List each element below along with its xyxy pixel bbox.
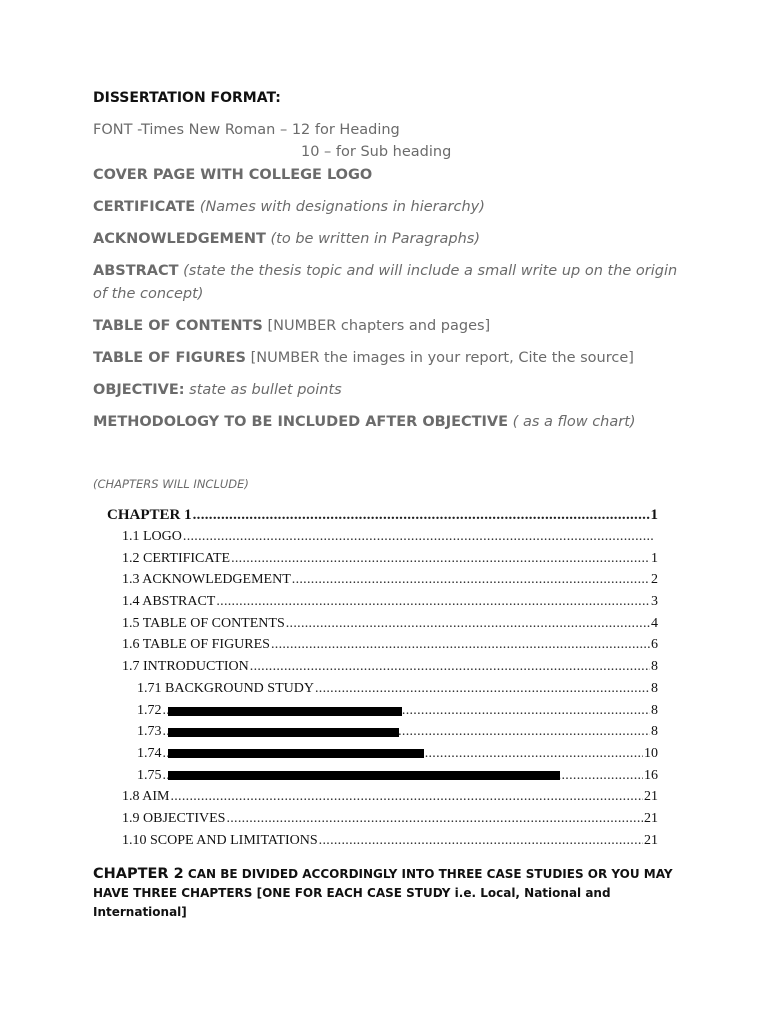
item-abstract-cont: of the concept) xyxy=(93,286,204,302)
toc-row: 1.9 OBJECTIVES ..... 21 xyxy=(122,811,658,827)
font-spec-line2: 10 – for Sub heading xyxy=(301,144,452,160)
item-cover-page: COVER PAGE WITH COLLEGE LOGO xyxy=(93,167,373,183)
toc-row: 1.74 ..... 10 xyxy=(137,746,658,762)
redaction-bar xyxy=(168,728,399,737)
toc-row: 1.2 CERTIFICATE ..... 1 xyxy=(122,551,658,567)
item-table-of-figures: TABLE OF FIGURES [NUMBER the images in your report, Cite the source] xyxy=(93,350,634,366)
toc-row: 1.71 BACKGROUND STUDY ..... 8 xyxy=(137,681,658,697)
item-abstract: ABSTRACT (state the thesis topic and will include a small write up on the origin xyxy=(93,263,678,279)
toc-row: 1.6 TABLE OF FIGURES ..... 6 xyxy=(122,637,658,653)
document-title: DISSERTATION FORMAT: xyxy=(93,90,281,106)
toc-row: 1.75 ..... 16 xyxy=(137,768,658,784)
toc-row: 1.1 LOGO ..... xyxy=(122,529,654,545)
item-certificate: CERTIFICATE (Names with designations in hierarchy) xyxy=(93,199,485,215)
redaction-bar xyxy=(168,707,402,716)
toc-row: 1.5 TABLE OF CONTENTS ..... 4 xyxy=(122,616,658,632)
item-objective: OBJECTIVE: state as bullet points xyxy=(93,382,342,398)
item-methodology: METHODOLOGY TO BE INCLUDED AFTER OBJECTIVE ( as a flow chart) xyxy=(93,414,636,430)
toc-row: 1.8 AIM ..... 21 xyxy=(122,789,658,805)
toc-row: 1.7 INTRODUCTION ..... 8 xyxy=(122,659,658,675)
chapters-note: (CHAPTERS WILL INCLUDE) xyxy=(93,477,249,491)
toc-row: 1.72 ..... 8 xyxy=(137,703,658,719)
toc-row: 1.10 SCOPE AND LIMITATIONS ..... 21 xyxy=(122,833,658,849)
font-spec-line1: FONT -Times New Roman – 12 for Heading xyxy=(93,122,400,138)
toc-row: 1.73 ..... 8 xyxy=(137,724,658,740)
toc-row: 1.4 ABSTRACT ..... 3 xyxy=(122,594,658,610)
chapter2-paragraph: CHAPTER 2 CAN BE DIVIDED ACCORDINGLY INTO THREE CASE STUDIES OR YOU MAY HAVE THREE CHAPTERS [ONE FOR EACH CASE STUDY i.e. Local, National and International] xyxy=(93,866,673,919)
redaction-bar xyxy=(168,771,560,780)
item-acknowledgement: ACKNOWLEDGEMENT (to be written in Paragraphs) xyxy=(93,231,480,247)
toc-row: CHAPTER 1 ..... 1 xyxy=(107,507,658,524)
item-table-of-contents: TABLE OF CONTENTS [NUMBER chapters and pages] xyxy=(93,318,491,334)
redaction-bar xyxy=(168,749,424,758)
toc-row: 1.3 ACKNOWLEDGEMENT ..... 2 xyxy=(122,572,658,588)
